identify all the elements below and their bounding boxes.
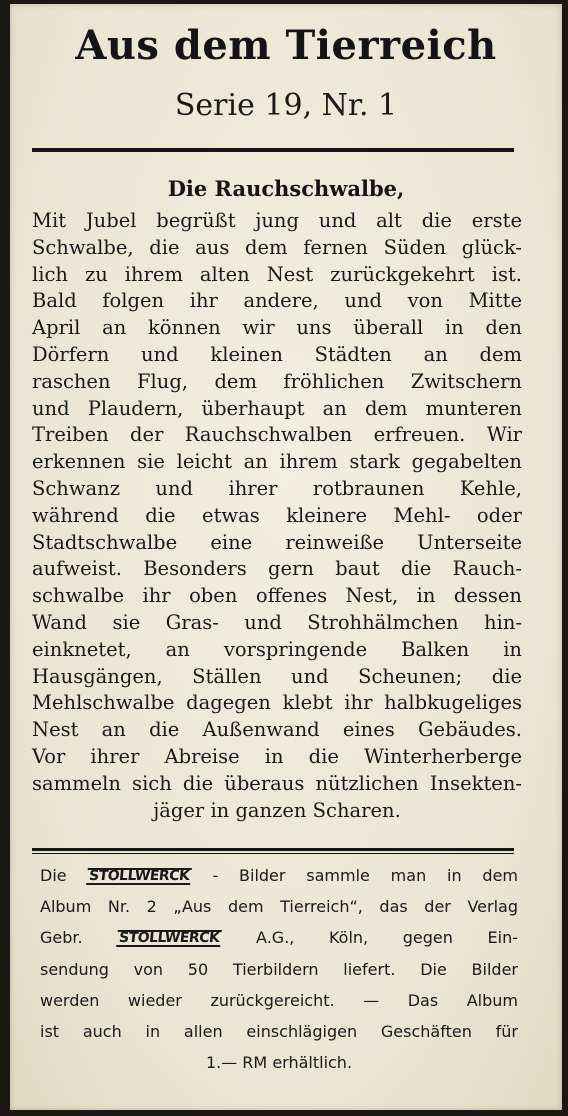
article-body <box>32 208 522 824</box>
footer-line: werden wieder zurückgereicht. — Das Album <box>40 990 518 1010</box>
article-heading: Die Rauchschwalbe, <box>167 176 405 201</box>
bottom-divider <box>32 848 514 851</box>
body-line: Nest an die Außenwand eines Gebäudes. <box>32 718 522 742</box>
body-line: Schwanz und ihrer rotbraunen Kehle, <box>32 476 522 500</box>
footer-text: Gebr. <box>40 928 83 948</box>
body-line: aufweist. Besonders gern baut die Rauch- <box>32 557 522 581</box>
footer-text: Die <box>40 866 67 885</box>
footer-line <box>40 860 518 891</box>
body-line: Mehlschwalbe dagegen klebt ihr halbkugeliges <box>32 691 522 715</box>
footer-line: Album Nr. 2 „Aus dem Tierreich“, das der Verlag <box>40 897 518 917</box>
body-line: während die etwas kleinere Mehl- oder <box>32 503 522 527</box>
footer-line: ist auch in allen einschlägigen Geschäften für <box>40 1021 518 1041</box>
trading-card <box>10 4 562 1110</box>
body-line: jäger in ganzen Scharen. <box>153 798 401 822</box>
collector-note <box>40 860 518 1078</box>
body-line: Bald folgen ihr andere, und von Mitte <box>32 289 522 313</box>
series-number: Serie 19, Nr. 1 <box>174 88 398 123</box>
body-line: einknetet, an vorspringende Balken in <box>32 637 522 661</box>
body-line: sammeln sich die überaus nützlichen Insekten- <box>32 771 522 795</box>
body-line: Schwalbe, die aus dem fernen Süden glück- <box>32 235 522 259</box>
body-line: Hausgängen, Ställen und Scheunen; die <box>32 664 522 688</box>
body-line: raschen Flug, dem fröhlichen Zwitschern <box>32 369 522 393</box>
card-title: Aus dem Tierreich <box>75 22 497 69</box>
body-line: April an können wir uns überall in den <box>32 316 522 340</box>
body-line: Dörfern und kleinen Städten an dem <box>32 342 522 366</box>
body-line: Mit Jubel begrüßt jung und alt die erste <box>32 209 522 232</box>
body-line: Wand sie Gras- und Strohhälmchen hin- <box>32 610 522 634</box>
footer-text: A.G., Köln, gegen Ein- <box>256 928 518 948</box>
body-line: lich zu ihrem alten Nest zurückgekehrt ist. <box>32 262 522 286</box>
body-line: Vor ihrer Abreise in die Winterherberge <box>32 744 522 768</box>
footer-text: - Bilder sammle man in dem <box>212 866 518 885</box>
footer-line <box>40 922 518 953</box>
stollwerck-logo: STOLLWERCK <box>87 868 193 885</box>
top-divider <box>32 148 514 152</box>
body-line: Treiben der Rauchschwalben erfreuen. Wir <box>32 423 522 447</box>
body-line: und Plaudern, überhaupt an dem munteren <box>32 396 522 420</box>
footer-line: sendung von 50 Tierbildern liefert. Die Bilder <box>40 959 518 979</box>
body-line: schwalbe ihr oben offenes Nest, in dessen <box>32 584 522 608</box>
body-line: erkennen sie leicht an ihrem stark gegabelten <box>32 450 522 474</box>
stollwerck-logo: STOLLWERCK <box>116 930 222 947</box>
bottom-divider-thin <box>32 853 514 854</box>
body-line: Stadtschwalbe eine reinweiße Unterseite <box>32 530 522 554</box>
footer-line: 1.— RM erhältlich. <box>205 1053 353 1073</box>
